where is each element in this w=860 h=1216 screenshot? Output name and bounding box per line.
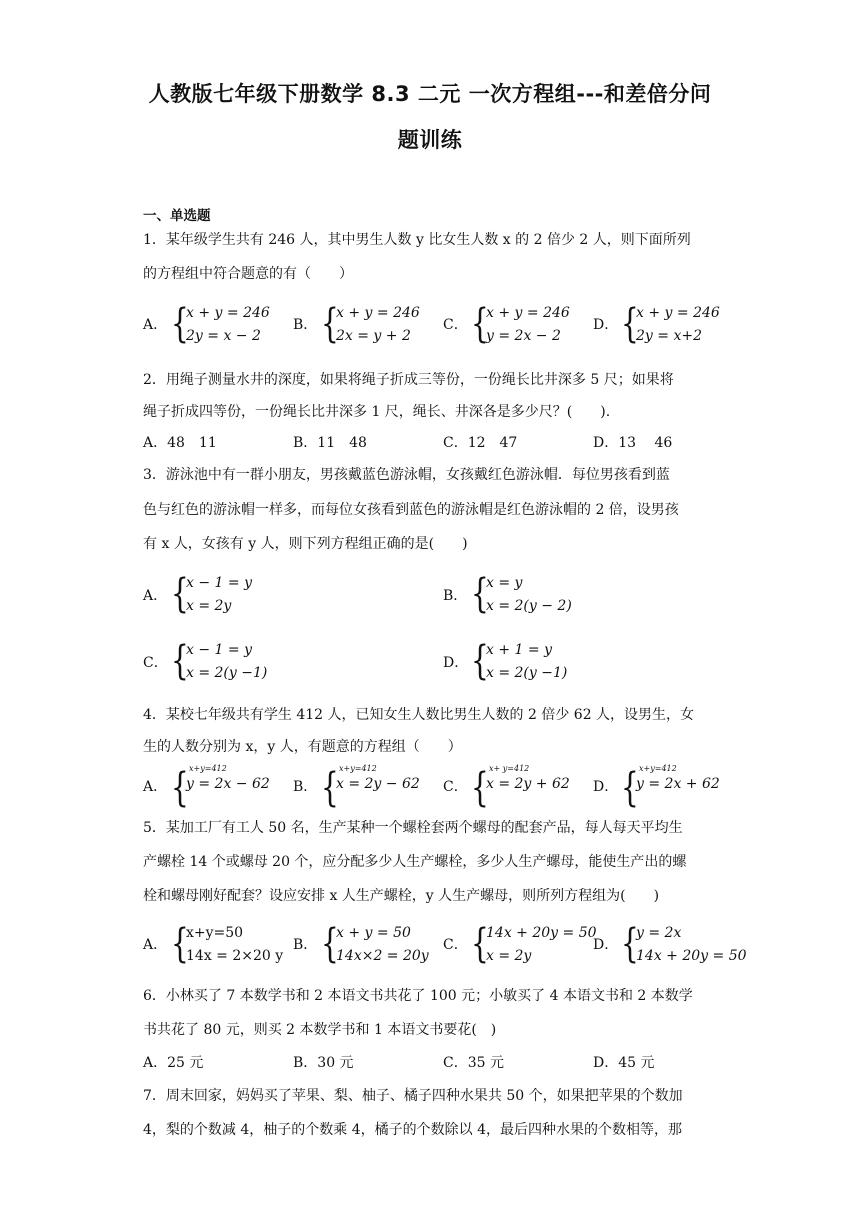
equation: x+y=50 xyxy=(186,925,244,941)
q6-option-c: C．35 元 xyxy=(443,1055,504,1071)
equation: x + y = 246 xyxy=(486,305,570,321)
equation: x = 2y xyxy=(186,598,232,614)
equation: y = 2x + 62 xyxy=(636,776,720,792)
q5-text-line2: 产螺栓 14 个或螺母 20 个，应分配多少人生产螺栓，多少人生产螺母，能使生产出的螺 xyxy=(143,854,687,870)
brace-icon: { xyxy=(621,301,639,347)
q4-option-d-label: D． xyxy=(593,779,619,795)
q1-option-a-label: A． xyxy=(143,317,168,333)
q1-option-d-label: D． xyxy=(593,317,619,333)
equation: 2y = x+2 xyxy=(636,328,702,344)
equation: 14x + 20y = 50 xyxy=(486,925,597,941)
equation: 14x×2 = 20y xyxy=(336,948,429,964)
equation: x + y = 246 xyxy=(186,305,270,321)
q2-option-b: B．11 48 xyxy=(293,435,367,451)
q6-text-line2: 书共花了 80 元，则买 2 本数学书和 1 本语文书要花( ) xyxy=(143,1022,497,1038)
q4-option-a-label: A． xyxy=(143,779,168,795)
equation: x + y = 50 xyxy=(336,925,411,941)
q5-option-d-label: D． xyxy=(593,937,619,953)
equation: 14x + 20y = 50 xyxy=(636,948,747,964)
equation: x = 2y − 62 xyxy=(336,776,420,792)
q1-option-c-label: C． xyxy=(443,317,468,333)
q3-option-d-label: D． xyxy=(443,655,469,671)
q7-text-line2: 4，梨的个数减 4，柚子的个数乘 4，橘子的个数除以 4，最后四种水果的个数相等，那 xyxy=(143,1122,682,1138)
equation: x = 2y xyxy=(486,948,532,964)
equation: x = 2(y −1) xyxy=(486,665,568,681)
equation-superscript: x+ y=412 xyxy=(489,764,530,773)
q1-option-b-label: B． xyxy=(293,317,318,333)
document-title-line1: 人教版七年级下册数学 8.3 二元 一次方程组---和差倍分问 xyxy=(148,82,712,106)
brace-icon: { xyxy=(471,301,489,347)
brace-icon: { xyxy=(471,921,489,967)
brace-icon: { xyxy=(471,638,489,684)
brace-icon: { xyxy=(171,638,189,684)
q4-text-line1: 4．某校七年级共有学生 412 人，已知女生人数比男生人数的 2 倍少 62 人，设男生，女 xyxy=(143,707,695,723)
brace-icon: { xyxy=(321,301,339,347)
q7-text-line1: 7．周末回家，妈妈买了苹果、梨、柚子、橘子四种水果共 50 个，如果把苹果的个数加 xyxy=(143,1088,683,1104)
equation: 14x = 2×20 y xyxy=(186,948,284,964)
q3-option-c-label: C． xyxy=(143,655,168,671)
q3-text-line1: 3．游泳池中有一群小朋友，男孩戴蓝色游泳帽，女孩戴红色游泳帽．每位男孩看到蓝 xyxy=(143,467,670,483)
brace-icon: { xyxy=(621,921,639,967)
q3-text-line2: 色与红色的游泳帽一样多，而每位女孩看到蓝色的游泳帽是红色游泳帽的 2 倍，设男孩 xyxy=(143,502,679,518)
brace-icon: { xyxy=(171,301,189,347)
document-title-line2: 题训练 xyxy=(397,128,463,152)
q4-text-line2: 生的人数分别为 x，y 人，有题意的方程组（ ） xyxy=(143,739,462,755)
brace-icon: { xyxy=(321,765,339,811)
q2-option-a: A．48 11 xyxy=(143,435,217,451)
brace-icon: { xyxy=(171,571,189,617)
q2-option-d: D．13 46 xyxy=(593,435,673,451)
q4-option-c-label: C． xyxy=(443,779,468,795)
equation: x + y = 246 xyxy=(336,305,420,321)
brace-icon: { xyxy=(171,921,189,967)
q6-option-b: B．30 元 xyxy=(293,1055,354,1071)
q5-option-c-label: C． xyxy=(443,937,468,953)
brace-icon: { xyxy=(321,921,339,967)
equation: x = 2y + 62 xyxy=(486,776,570,792)
brace-icon: { xyxy=(171,765,189,811)
equation: y = 2x xyxy=(636,925,682,941)
equation: x = 2(y − 2) xyxy=(486,598,572,614)
equation: x − 1 = y xyxy=(186,642,252,658)
q5-option-b-label: B． xyxy=(293,937,318,953)
section-heading: 一、单选题 xyxy=(143,208,211,224)
q1-text-line1: 1．某年级学生共有 246 人，其中男生人数 y 比女生人数 x 的 2 倍少 2 人，则下面所列 xyxy=(143,232,691,248)
q3-text-line3: 有 x 人，女孩有 y 人，则下列方程组正确的是( ) xyxy=(143,536,468,552)
equation: y = 2x − 2 xyxy=(486,328,561,344)
q3-option-a-label: A． xyxy=(143,588,168,604)
equation-superscript: x+y=412 xyxy=(339,764,377,773)
q5-text-line3: 栓和螺母刚好配套？设应安排 x 人生产螺栓，y 人生产螺母，则所列方程组为( ) xyxy=(143,888,660,904)
brace-icon: { xyxy=(471,571,489,617)
equation: y = 2x − 62 xyxy=(186,776,270,792)
equation: x = y xyxy=(486,575,523,591)
equation-superscript: x+y=412 xyxy=(639,764,677,773)
q4-option-b-label: B． xyxy=(293,779,318,795)
q2-text-line2: 绳子折成四等份，一份绳长比井深多 1 尺，绳长、井深各是多少尺？( ). xyxy=(143,404,611,420)
q5-option-a-label: A． xyxy=(143,937,168,953)
equation: 2y = x − 2 xyxy=(186,328,261,344)
brace-icon: { xyxy=(471,765,489,811)
equation-superscript: x+y=412 xyxy=(189,764,227,773)
equation: x = 2(y −1) xyxy=(186,665,268,681)
equation: x + y = 246 xyxy=(636,305,720,321)
equation: x − 1 = y xyxy=(186,575,252,591)
q3-option-b-label: B． xyxy=(443,588,468,604)
q1-text-line2: 的方程组中符合题意的有（ ） xyxy=(143,266,353,282)
brace-icon: { xyxy=(621,765,639,811)
q2-text-line1: 2．用绳子测量水井的深度，如果将绳子折成三等份，一份绳长比井深多 5 尺；如果将 xyxy=(143,372,674,388)
q6-option-a: A．25 元 xyxy=(143,1055,204,1071)
q6-text-line1: 6．小林买了 7 本数学书和 2 本语文书共花了 100 元；小敏买了 4 本语文书和 2 本数学 xyxy=(143,988,693,1004)
equation: 2x = y + 2 xyxy=(336,328,411,344)
q6-option-d: D．45 元 xyxy=(593,1055,655,1071)
equation: x + 1 = y xyxy=(486,642,552,658)
q5-text-line1: 5．某加工厂有工人 50 名，生产某种一个螺栓套两个螺母的配套产品，每人每天平均生 xyxy=(143,820,683,836)
q2-option-c: C．12 47 xyxy=(443,435,518,451)
